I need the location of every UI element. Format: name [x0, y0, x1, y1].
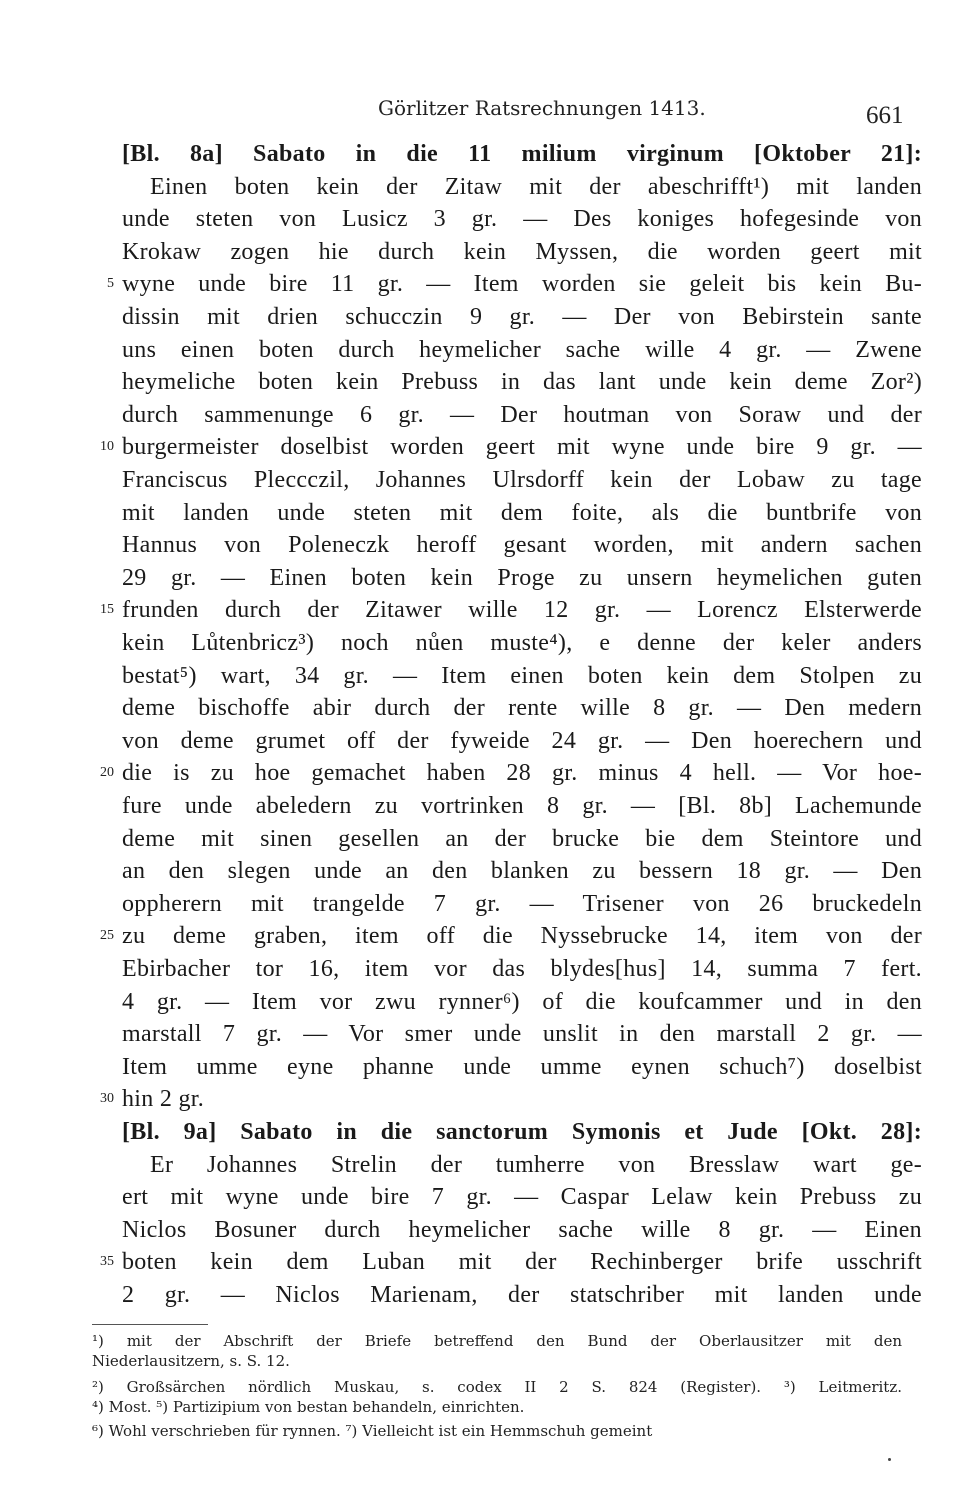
text-line: durch sammenunge 6 gr. — Der houtman von Soraw und der [122, 402, 922, 428]
text-line: frunden durch der Zitawer wille 12 gr. — Lorencz Elsterwerde [122, 597, 922, 623]
text-line: von deme grumet off der fyweide 24 gr. — Den hoerechern und [122, 728, 922, 754]
text-line: Item umme eyne phanne unde umme eynen schuch⁷) doselbist [122, 1054, 922, 1080]
text-line: kein Lůtenbricz³) noch nůen muste⁴), e denne der keler anders [122, 630, 922, 656]
text-line: marstall 7 gr. — Vor smer unde unslit in den marstall 2 gr. — [122, 1021, 922, 1047]
line-number: 15 [100, 602, 114, 617]
text-line: wyne unde bire 11 gr. — Item worden sie geleit bis kein Bu- [122, 271, 922, 297]
text-line: unde steten von Lusicz 3 gr. — Des koniges hofegesinde von [122, 206, 922, 232]
footnote-line: ¹) mit der Abschrift der Briefe betreffend den Bund der Oberlausitzer mit den [92, 1332, 902, 1350]
text-line: Hannus von Poleneczk heroff gesant worden, mit andern sachen [122, 532, 922, 558]
section-heading: [Bl. 8a] Sabato in die 11 milium virginum [Oktober 21]: [122, 141, 922, 167]
text-line: deme bischoffe abir durch der rente wille 8 gr. — Den medern [122, 695, 922, 721]
line-number: 25 [100, 928, 114, 943]
text-line: Franciscus Pleccczil, Johannes Ulrsdorff kein der Lobaw zu tage [122, 467, 922, 493]
text-line: ert mit wyne unde bire 7 gr. — Caspar Lelaw kein Prebuss zu [122, 1184, 922, 1210]
text-line: oppherern mit trangelde 7 gr. — Trisener von 26 bruckedeln [122, 891, 922, 917]
text-line: Einen boten kein der Zitaw mit der abeschrifft¹) mit landen [150, 174, 922, 200]
text-line: Ebirbacher tor 16, item vor das blydes[hus] 14, summa 7 fert. [122, 956, 922, 982]
line-number: 10 [100, 439, 114, 454]
footnote-line: ⁴) Most. ⁵) Partizipium von bestan behandeln, einrichten. [92, 1398, 525, 1416]
running-title: Görlitzer Ratsrechnungen 1413. [378, 96, 706, 120]
text-line: fure unde abeledern zu vortrinken 8 gr. — [Bl. 8b] Lachemunde [122, 793, 922, 819]
text-line: 29 gr. — Einen boten kein Proge zu unsern heymelichen guten [122, 565, 922, 591]
page-mark [888, 1458, 891, 1461]
text-line: 4 gr. — Item vor zwu rynner⁶) of die koufcammer und in den [122, 989, 922, 1015]
line-number: 30 [100, 1091, 114, 1106]
text-line: Er Johannes Strelin der tumherre von Bresslaw wart ge- [150, 1152, 922, 1178]
text-line: die is zu hoe gemachet haben 28 gr. minus 4 hell. — Vor hoe- [122, 760, 922, 786]
line-number: 20 [100, 765, 114, 780]
section-heading: [Bl. 9a] Sabato in die sanctorum Symonis et Jude [Okt. 28]: [122, 1119, 922, 1145]
text-line: bestat⁵) wart, 34 gr. — Item einen boten kein dem Stolpen zu [122, 663, 922, 689]
text-line: Krokaw zogen hie durch kein Myssen, die worden geert mit [122, 239, 922, 265]
text-line: Niclos Bosuner durch heymelicher sache wille 8 gr. — Einen [122, 1217, 922, 1243]
text-line: deme mit sinen gesellen an der brucke bie dem Steintore und [122, 826, 922, 852]
text-line: boten kein dem Luban mit der Rechinberger brife usschrift [122, 1249, 922, 1275]
footnote-line: ⁶) Wohl verschrieben für rynnen. ⁷) Vielleicht ist ein Hemmschuh gemeint [92, 1422, 653, 1440]
footnote-line: Niederlausitzern, s. S. 12. [92, 1352, 290, 1370]
footnote-divider [92, 1324, 208, 1325]
footnote-line: ²) Großsärchen nördlich Muskau, s. codex II 2 S. 824 (Register). ³) Leitmeritz. [92, 1378, 902, 1396]
line-number: 35 [100, 1254, 114, 1269]
text-line: zu deme graben, item off die Nyssebrucke 14, item von der [122, 923, 922, 949]
text-line: burgermeister doselbist worden geert mit wyne unde bire 9 gr. — [122, 434, 922, 460]
text-line: uns einen boten durch heymelicher sache wille 4 gr. — Zwene [122, 337, 922, 363]
text-line: an den slegen unde an den blanken zu bessern 18 gr. — Den [122, 858, 922, 884]
text-line: heymeliche boten kein Prebuss in das lant unde kein deme Zor²) [122, 369, 922, 395]
page-number: 661 [866, 102, 904, 129]
line-number: 5 [107, 276, 114, 291]
text-line: dissin mit drien schucczin 9 gr. — Der von Bebirstein sante [122, 304, 922, 330]
text-line: 2 gr. — Niclos Marienam, der statschriber mit landen unde [122, 1282, 922, 1308]
text-line: hin 2 gr. [122, 1086, 205, 1112]
text-line: mit landen unde steten mit dem foite, als die buntbrife von [122, 500, 922, 526]
